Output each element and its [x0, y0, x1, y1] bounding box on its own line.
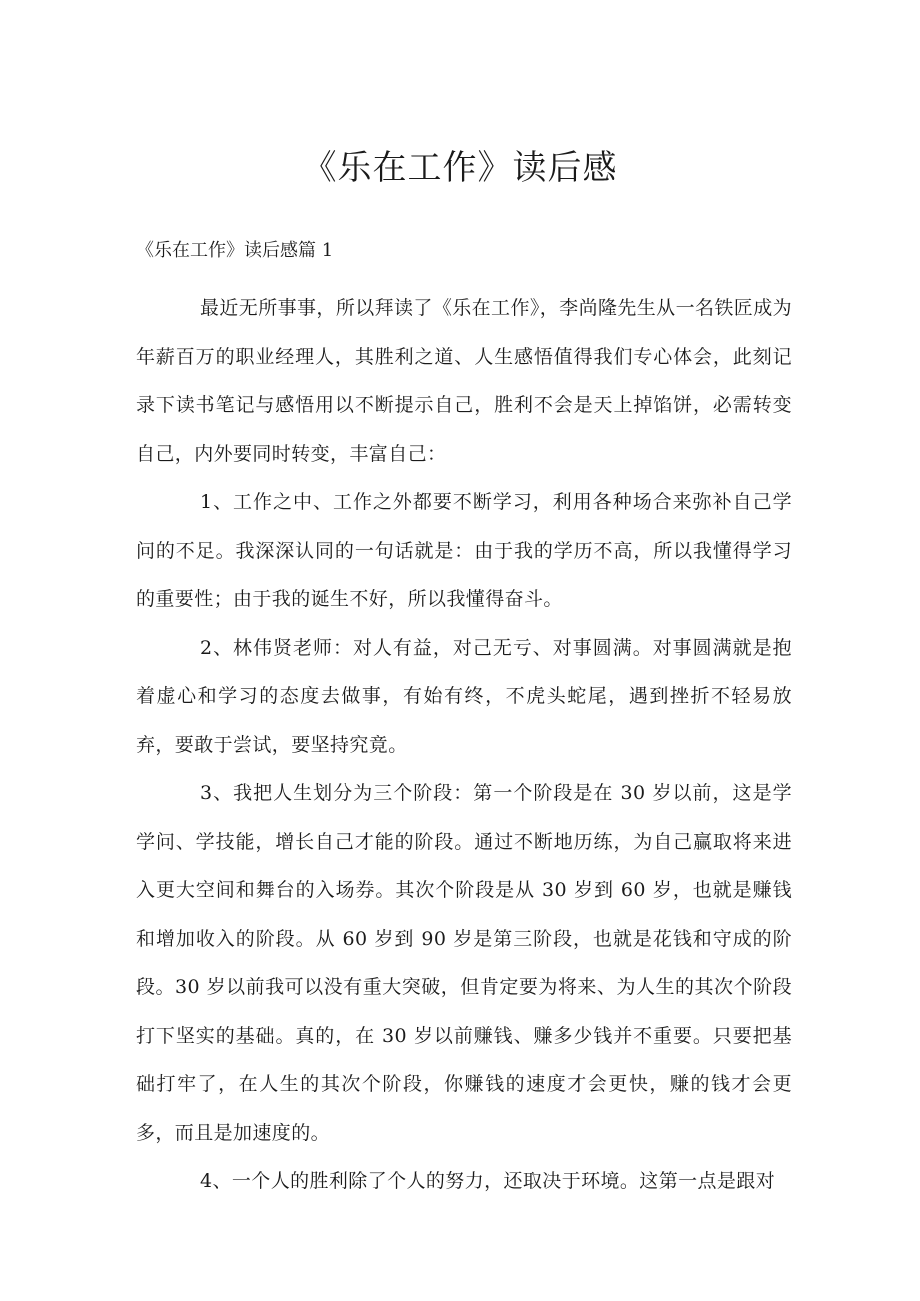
paragraph-point-1: 1、工作之中、工作之外都要不断学习，利用各种场合来弥补自己学问的不足。我深深认同的一句话就是：由于我的学历不高，所以我懂得学习的重要性；由于我的诞生不好，所以我懂得奋斗。	[136, 491, 792, 610]
paragraph-intro: 最近无所事事，所以拜读了《乐在工作》，李尚隆先生从一名铁匠成为年薪百万的职业经理人，其胜利之道、人生感悟值得我们专心体会，此刻记录下读书笔记与感悟用以不断提示自己，胜利不会是天上掉馅饼，必需转变自己，内外要同时转变，丰富自己：	[136, 297, 792, 465]
document-title: 《乐在工作》读后感	[302, 148, 618, 188]
document-body	[136, 228, 792, 1206]
section-heading: 《乐在工作》读后感篇 1	[136, 240, 334, 261]
paragraph-point-4: 4、一个人的胜利除了个人的努力，还取决于环境。这第一点是跟对	[200, 1170, 776, 1192]
paragraph-point-2: 2、林伟贤老师：对人有益，对己无亏、对事圆满。对事圆满就是抱着虚心和学习的态度去做事，有始有终，不虎头蛇尾，遇到挫折不轻易放弃，要敢于尝试，要坚持究竟。	[136, 636, 792, 756]
paragraph-point-3: 3、我把人生划分为三个阶段：第一个阶段是在 30 岁以前，这是学学问、学技能，增长自己才能的阶段。通过不断地历练，为自己赢取将来进入更大空间和舞台的入场券。其次个阶段是从 30 岁到 60 岁，也就是赚钱和增加收入的阶段。从 60 岁到 90 岁是第三阶段，也就是花钱和守成的阶段。30 岁以前我可以没有重大突破，但肯定要为将来、为人生的其次个阶段打下坚实的基础。真的，在 30 岁以前赚钱、赚多少钱并不重要。只要把基础打牢了，在人生的其次个阶段，你赚钱的速度才会更快，赚的钱才会更多，而且是加速度的。	[136, 782, 792, 1144]
